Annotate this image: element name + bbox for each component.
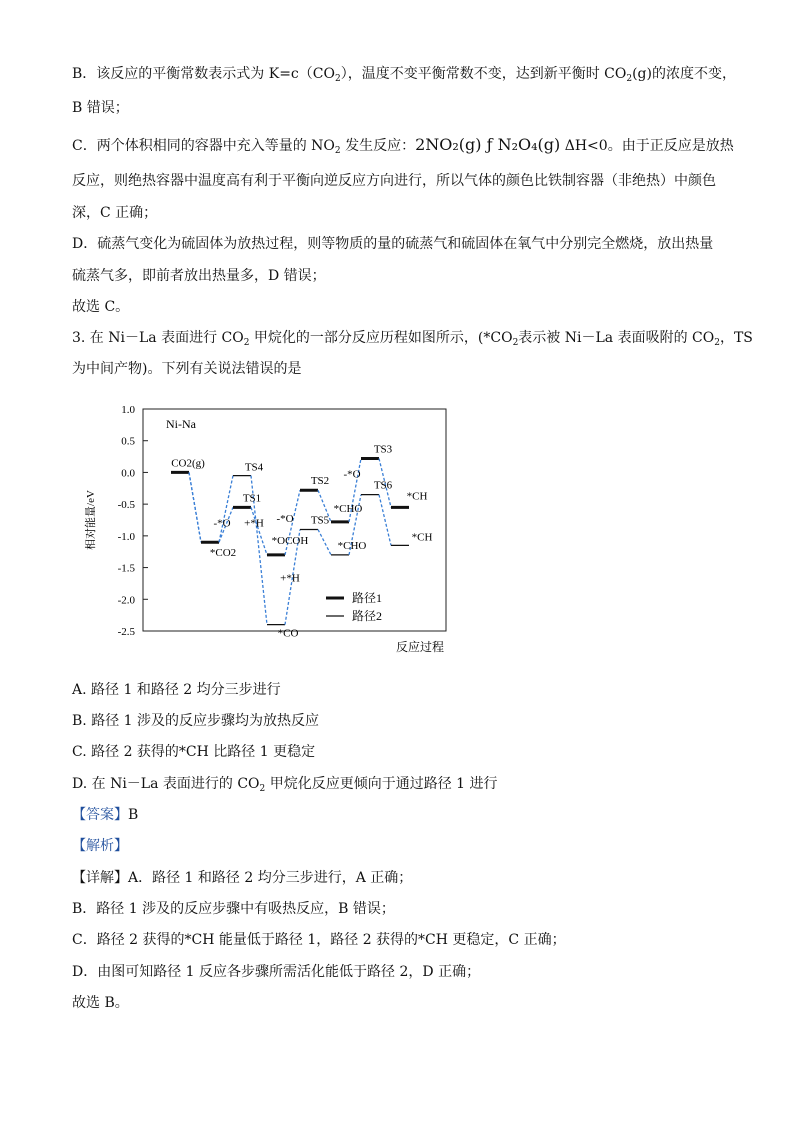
choice-a: A. 路径 1 和路径 2 均分三步进行 (72, 682, 281, 698)
option-c-line-3: 深，C 正确； (72, 205, 158, 221)
choose-c: 故选 C。 (72, 299, 130, 315)
detail-b: B．路径 1 涉及的反应步骤中有吸热反应，B 错误； (72, 901, 395, 917)
legend-label-path-1: 路径1 (352, 591, 383, 605)
level-label-ocoh: *OCOH (271, 534, 309, 547)
level-label-ch-1: *CH (406, 490, 428, 503)
level-label-co2-ads: *CO2 (209, 547, 237, 560)
detail-label: 【详解】 (72, 870, 128, 886)
y-tick-label: -0.5 (117, 499, 135, 512)
level-label-ts6: TS6 (373, 479, 393, 492)
detail-c: C．路径 2 获得的*CH 能量低于路径 1，路径 2 获得的*CH 更稳定，C 正确； (72, 932, 566, 948)
question-3-line-1: 3. 在 Ni－La 表面进行 $CO_2$ 甲烷化的一部分反应历程如图所示，($*CO_2$表示被 Ni－La 表面吸附的 $CO_2$，TS (72, 330, 753, 348)
y-tick-label: 0.0 (121, 467, 135, 480)
level-label-ch-2: *CH (411, 531, 433, 544)
choose-b: 故选 B。 (72, 995, 129, 1011)
level-label-ts5: TS5 (310, 514, 330, 527)
annotation-plus-h-2: +*H (280, 572, 300, 585)
level-label-cho-1: *CHO (333, 502, 363, 515)
path2-connector-1 (189, 472, 201, 542)
detail-d: D．由图可知路径 1 反应各步骤所需活化能低于路径 2，D 正确； (72, 964, 481, 980)
chart-title: Ni-Na (166, 417, 196, 431)
level-label-ts4: TS4 (244, 461, 264, 474)
level-label-co: *CO (277, 627, 299, 640)
x-axis-label: 反应过程 (395, 640, 445, 654)
legend (326, 591, 382, 623)
level-label-ts3: TS3 (373, 443, 393, 456)
y-tick-label: 1.0 (121, 404, 135, 416)
option-d-line-2: 硫蒸气多，即前者放出热量多，D 错误； (72, 268, 326, 284)
answer-label: 【答案】 (72, 807, 128, 823)
y-tick-label: -1.5 (117, 562, 135, 575)
answer-value: B (128, 807, 139, 823)
path2-connector-7 (379, 495, 391, 546)
option-d-line-1: D．硫蒸气变化为硫固体为放热过程，则等物质的量的硫蒸气和硫固体在氧气中分别完全燃烧，放出热量 (72, 236, 714, 252)
path2-connector-2 (219, 476, 233, 543)
question-3-line-2: 为中间产物)。下列有关说法错误的是 (72, 361, 302, 377)
y-axis-label: 相对能量/eV (85, 490, 97, 550)
option-c-line-1: C．两个体积相同的容器中充入等量的 $NO_2$ 发生反应：2NO₂(g) ƒ N₂O₄(g) ΔH<0。由于正反应是放热 (72, 135, 734, 156)
reaction-equation: 2NO₂(g) ƒ N₂O₄(g) (415, 135, 561, 154)
option-b-line-1: B．该反应的平衡常数表示式为 $K=c(CO_2)$，温度不变平衡常数不变，达到新平衡时 $CO_2(g)$的浓度不变， (72, 66, 736, 84)
level-label-co2g: CO2(g) (171, 457, 205, 470)
annotation-plus-h-1: +*H (244, 517, 264, 530)
level-label-ts2: TS2 (310, 475, 330, 488)
y-tick-label: 0.5 (121, 435, 135, 448)
level-label-ts1: TS1 (242, 492, 262, 505)
answer-line (72, 805, 138, 825)
annotation-minus-o-3: -*O (343, 468, 361, 481)
plot-frame (143, 409, 446, 631)
legend-label-path-2: 路径2 (352, 609, 383, 623)
annotation-minus-o-1: -*O (213, 517, 231, 530)
choice-b: B. 路径 1 涉及的反应步骤均为放热反应 (72, 713, 319, 729)
y-tick-label: -2.0 (117, 594, 135, 607)
y-tick-label: -2.5 (117, 626, 135, 638)
choice-d: D. 在 Ni－La 表面进行的 $CO_2$ 甲烷化反应更倾向于通过路径 1 进行 (72, 776, 498, 794)
option-b-line-2: B 错误； (72, 100, 129, 116)
annotation-minus-o-2: -*O (276, 512, 294, 525)
energy-profile-chart (80, 395, 460, 660)
detail-a: 【详解】A．路径 1 和路径 2 均分三步进行，A 正确； (72, 870, 413, 886)
level-label-cho-2: *CHO (337, 539, 367, 552)
path2-connector-5 (318, 530, 331, 555)
choice-c: C. 路径 2 获得的*CH 比路径 1 更稳定 (72, 744, 316, 760)
analysis-label: 【解析】 (72, 838, 128, 854)
option-c-line-2: 反应，则绝热容器中温度高有利于平衡向逆反应方向进行，所以气体的颜色比铁制容器（非绝热）中颜色 (72, 173, 716, 189)
y-tick-label: -1.0 (117, 530, 135, 543)
